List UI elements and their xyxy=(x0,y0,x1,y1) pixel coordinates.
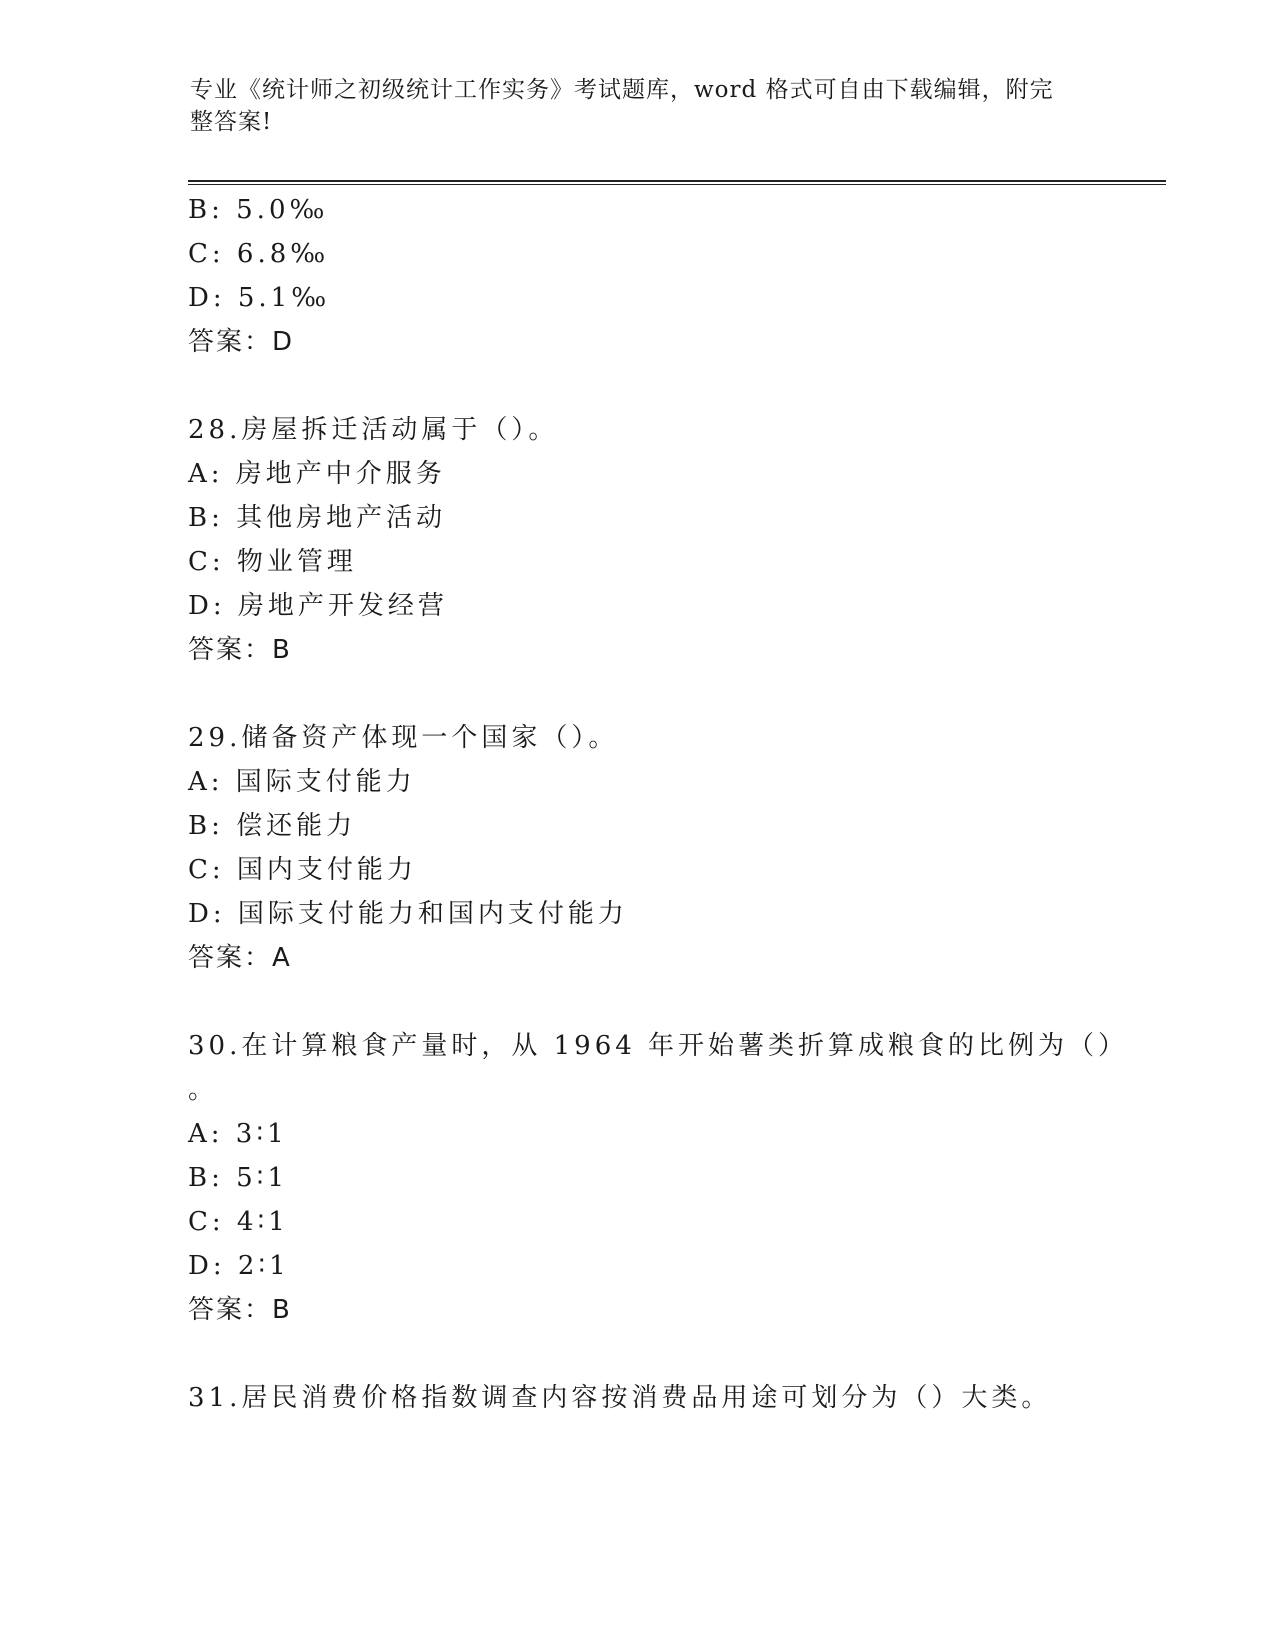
document-header xyxy=(190,74,1090,138)
header-line-2: 整答案! xyxy=(190,109,273,135)
q30-answer: 答案：B xyxy=(188,1295,292,1325)
q31-question: 31.居民消费价格指数调查内容按消费品用途可划分为（）大类。 xyxy=(188,1383,1052,1413)
q30-option-c: C: 4∶1 xyxy=(188,1207,289,1237)
q29-option-b: B: 偿还能力 xyxy=(188,811,357,841)
q28-question: 28.房屋拆迁活动属于（）。 xyxy=(188,415,559,445)
q30-question-line-1: 30.在计算粮食产量时，从 1964 年开始薯类折算成粮食的比例为（） xyxy=(188,1031,1129,1061)
q29-option-c: C: 国内支付能力 xyxy=(188,855,417,885)
q28-answer: 答案：B xyxy=(188,635,292,665)
q27-option-d: D: 5.1‰ xyxy=(188,283,331,313)
header-divider-thin xyxy=(188,184,1166,185)
q27-option-b: B: 5.0‰ xyxy=(188,195,329,225)
q28-option-d: D: 房地产开发经营 xyxy=(188,591,448,621)
q30-question-line-2: 。 xyxy=(188,1075,219,1105)
header-divider-thick xyxy=(188,180,1166,182)
q28-option-c: C: 物业管理 xyxy=(188,547,357,577)
q30-option-d: D: 2∶1 xyxy=(188,1251,290,1281)
q29-option-a: A: 国际支付能力 xyxy=(188,767,416,797)
header-line-1: 专业《统计师之初级统计工作实务》考试题库，word 格式可自由下载编辑，附完 xyxy=(190,77,1054,103)
q29-question: 29.储备资产体现一个国家（）。 xyxy=(188,723,619,753)
q29-answer: 答案：A xyxy=(188,943,292,973)
q29-option-d: D: 国际支付能力和国内支付能力 xyxy=(188,899,628,929)
q27-answer: 答案：D xyxy=(188,327,295,357)
q28-option-b: B: 其他房地产活动 xyxy=(188,503,447,533)
q28-option-a: A: 房地产中介服务 xyxy=(188,459,446,489)
q30-option-a: A: 3∶1 xyxy=(188,1119,288,1149)
q30-option-b: B: 5∶1 xyxy=(188,1163,288,1193)
q27-option-c: C: 6.8‰ xyxy=(188,239,330,269)
